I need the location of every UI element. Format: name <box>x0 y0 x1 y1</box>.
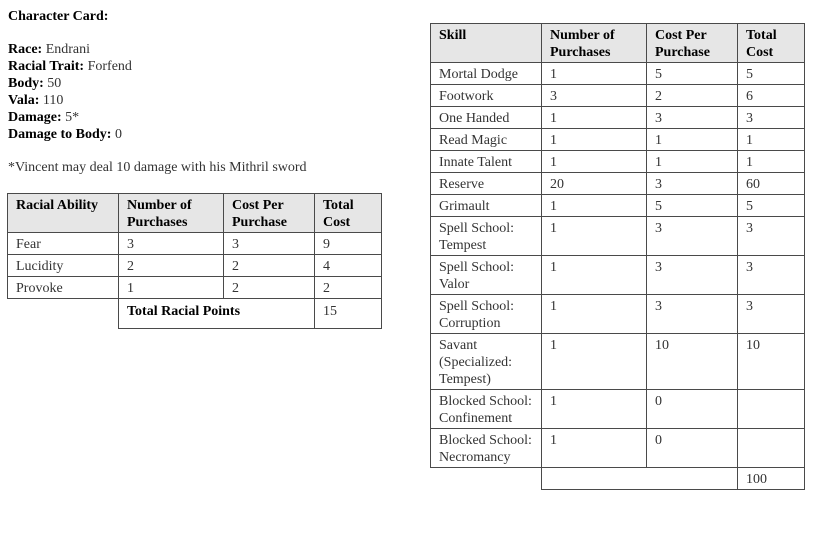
empty-cell <box>431 468 542 490</box>
table-row <box>431 195 805 217</box>
skills-table <box>430 23 805 490</box>
character-card-title: Character Card: <box>8 9 109 24</box>
table-cell: Spell School: Corruption <box>431 295 542 334</box>
skills-total-row <box>431 468 805 490</box>
table-cell: 3 <box>542 85 647 107</box>
empty-cell <box>542 468 738 490</box>
table-cell: Fear <box>8 233 119 255</box>
racial-ability-table <box>7 193 382 329</box>
table-cell: 1 <box>542 217 647 256</box>
damage-to-body-line: Damage to Body: 0 <box>8 127 122 142</box>
column-header: Cost Per Purchase <box>647 24 738 63</box>
table-row <box>431 173 805 195</box>
table-cell: 0 <box>647 429 738 468</box>
table-cell: 1 <box>542 151 647 173</box>
table-cell: Reserve <box>431 173 542 195</box>
table-cell: Innate Talent <box>431 151 542 173</box>
table-cell: 1 <box>542 429 647 468</box>
table-cell: 1 <box>647 129 738 151</box>
table-cell: 3 <box>647 295 738 334</box>
table-cell: Footwork <box>431 85 542 107</box>
skills-total-value: 100 <box>738 468 805 490</box>
table-cell: 1 <box>542 390 647 429</box>
column-header: Total Cost <box>315 194 382 233</box>
empty-cell <box>8 299 119 329</box>
racial-header-row <box>8 194 382 233</box>
table-cell: 20 <box>542 173 647 195</box>
column-header: Cost Per Purchase <box>224 194 315 233</box>
table-cell: 1 <box>119 277 224 299</box>
table-cell: 3 <box>738 217 805 256</box>
table-cell: 3 <box>647 173 738 195</box>
table-cell: 1 <box>542 256 647 295</box>
table-cell: One Handed <box>431 107 542 129</box>
table-cell: 3 <box>738 256 805 295</box>
table-cell: 2 <box>647 85 738 107</box>
table-cell <box>738 390 805 429</box>
table-row <box>431 429 805 468</box>
table-row <box>431 256 805 295</box>
table-cell: 10 <box>738 334 805 390</box>
table-cell: 3 <box>738 295 805 334</box>
total-racial-points-value: 15 <box>315 299 382 329</box>
column-header: Skill <box>431 24 542 63</box>
table-cell: Spell School: Tempest <box>431 217 542 256</box>
body-line: Body: 50 <box>8 76 62 91</box>
table-row <box>431 63 805 85</box>
table-cell: 2 <box>224 277 315 299</box>
table-cell: 3 <box>647 217 738 256</box>
table-cell: 1 <box>542 195 647 217</box>
table-cell: Blocked School: Necromancy <box>431 429 542 468</box>
table-cell: 2 <box>315 277 382 299</box>
table-cell: 1 <box>542 334 647 390</box>
racial-total-row <box>8 299 382 329</box>
table-cell: 5 <box>647 63 738 85</box>
table-cell: 2 <box>224 255 315 277</box>
total-racial-points-label: Total Racial Points <box>119 299 315 329</box>
column-header: Number of Purchases <box>542 24 647 63</box>
table-cell: 3 <box>738 107 805 129</box>
table-cell: 5 <box>738 195 805 217</box>
column-header: Total Cost <box>738 24 805 63</box>
table-cell: Grimault <box>431 195 542 217</box>
table-cell: 10 <box>647 334 738 390</box>
racial-trait-line: Racial Trait: Forfend <box>8 59 132 74</box>
table-cell: 6 <box>738 85 805 107</box>
table-cell: 3 <box>224 233 315 255</box>
table-cell: Read Magic <box>431 129 542 151</box>
table-row <box>431 295 805 334</box>
damage-line: Damage: 5* <box>8 110 80 125</box>
table-cell: Lucidity <box>8 255 119 277</box>
table-cell: 3 <box>647 107 738 129</box>
table-cell: 1 <box>738 129 805 151</box>
table-cell <box>738 429 805 468</box>
damage-footnote: *Vincent may deal 10 damage with his Mithril sword <box>8 160 307 175</box>
table-cell: 1 <box>542 63 647 85</box>
table-row <box>431 334 805 390</box>
column-header: Number of Purchases <box>119 194 224 233</box>
table-row <box>431 85 805 107</box>
table-cell: Savant (Specialized: Tempest) <box>431 334 542 390</box>
table-cell: 60 <box>738 173 805 195</box>
table-cell: 9 <box>315 233 382 255</box>
table-cell: 1 <box>542 129 647 151</box>
table-cell: 5 <box>738 63 805 85</box>
table-row <box>8 233 382 255</box>
skills-header-row <box>431 24 805 63</box>
table-row <box>8 255 382 277</box>
table-cell: Provoke <box>8 277 119 299</box>
column-header: Racial Ability <box>8 194 119 233</box>
table-cell: 5 <box>647 195 738 217</box>
table-cell: 1 <box>542 107 647 129</box>
character-stats <box>8 41 132 143</box>
table-cell: Spell School: Valor <box>431 256 542 295</box>
table-cell: 3 <box>119 233 224 255</box>
table-row <box>431 129 805 151</box>
table-row <box>8 277 382 299</box>
table-row <box>431 390 805 429</box>
race-line: Race: Endrani <box>8 42 91 57</box>
vala-line: Vala: 110 <box>8 93 64 108</box>
table-cell: Mortal Dodge <box>431 63 542 85</box>
table-cell: 1 <box>647 151 738 173</box>
table-cell: Blocked School: Confinement <box>431 390 542 429</box>
table-cell: 4 <box>315 255 382 277</box>
table-cell: 2 <box>119 255 224 277</box>
table-cell: 1 <box>738 151 805 173</box>
table-cell: 0 <box>647 390 738 429</box>
table-cell: 1 <box>542 295 647 334</box>
table-row <box>431 107 805 129</box>
table-row <box>431 217 805 256</box>
table-cell: 3 <box>647 256 738 295</box>
table-row <box>431 151 805 173</box>
